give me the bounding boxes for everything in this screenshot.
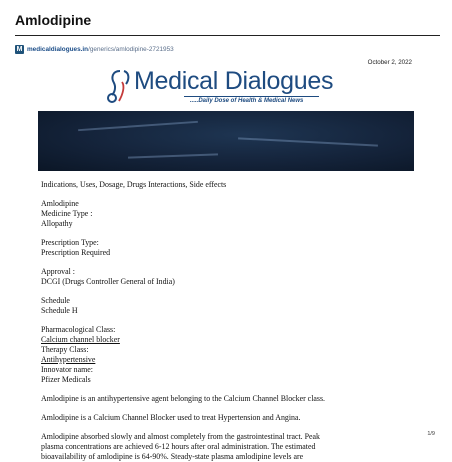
page-title: Amlodipine — [15, 12, 92, 28]
page-number: 1/9 — [427, 431, 435, 437]
source-domain[interactable]: medicaldialogues.in — [27, 46, 89, 53]
title-divider — [15, 35, 440, 36]
logo-tagline: .....Daily Dose of Health & Medical News — [190, 98, 304, 104]
source-path[interactable]: /generics/amlodipine-2721953 — [88, 46, 174, 53]
therapy-class-label: Therapy Class: — [41, 345, 89, 354]
site-favicon-icon: M — [16, 46, 23, 53]
paragraph-2: Amlodipine is a Calcium Channel Blocker used to treat Hypertension and Angina. — [41, 413, 301, 422]
therapy-class-link[interactable]: Antihypertensive — [41, 355, 96, 364]
stethoscope-icon — [106, 68, 136, 106]
source-link[interactable] — [15, 45, 174, 54]
approval-value: DCGI (Drugs Controller General of India) — [41, 277, 175, 286]
site-logo — [106, 66, 356, 108]
medicine-type-value: Allopathy — [41, 219, 73, 228]
medicine-type-label: Medicine Type : — [41, 209, 93, 218]
schedule-label: Schedule — [41, 296, 70, 305]
banner-image — [38, 111, 414, 171]
intro-line: Indications, Uses, Dosage, Drugs Interactions, Side effects — [41, 180, 227, 189]
paragraph-3-line-1: Amlodipine absorbed slowly and almost completely from the gastrointestinal tract. Peak — [41, 432, 320, 441]
logo-underline — [184, 96, 319, 97]
prescription-label: Prescription Type: — [41, 238, 99, 247]
innovator-label: Innovator name: — [41, 365, 93, 374]
pharm-class-link[interactable]: Calcium channel blocker — [41, 335, 120, 344]
logo-text: Medical Dialogues — [134, 67, 334, 95]
publish-date: October 2, 2022 — [367, 59, 412, 66]
schedule-value: Schedule H — [41, 306, 78, 315]
drug-name: Amlodipine — [41, 199, 79, 208]
approval-label: Approval : — [41, 267, 75, 276]
paragraph-3-line-2: plasma concentrations are achieved 6-12 hours after oral administration. The estimated — [41, 442, 316, 451]
paragraph-1: Amlodipine is an antihypertensive agent belonging to the Calcium Channel Blocker class. — [41, 394, 325, 403]
article-body — [41, 180, 421, 462]
paragraph-3-line-3: bioavailability of amlodipine is 64-90%. Steady-state plasma amlodipine levels are — [41, 452, 304, 461]
prescription-value: Prescription Required — [41, 248, 111, 257]
pharm-class-label: Pharmacological Class: — [41, 325, 116, 334]
innovator-value: Pfizer Medicals — [41, 375, 91, 384]
